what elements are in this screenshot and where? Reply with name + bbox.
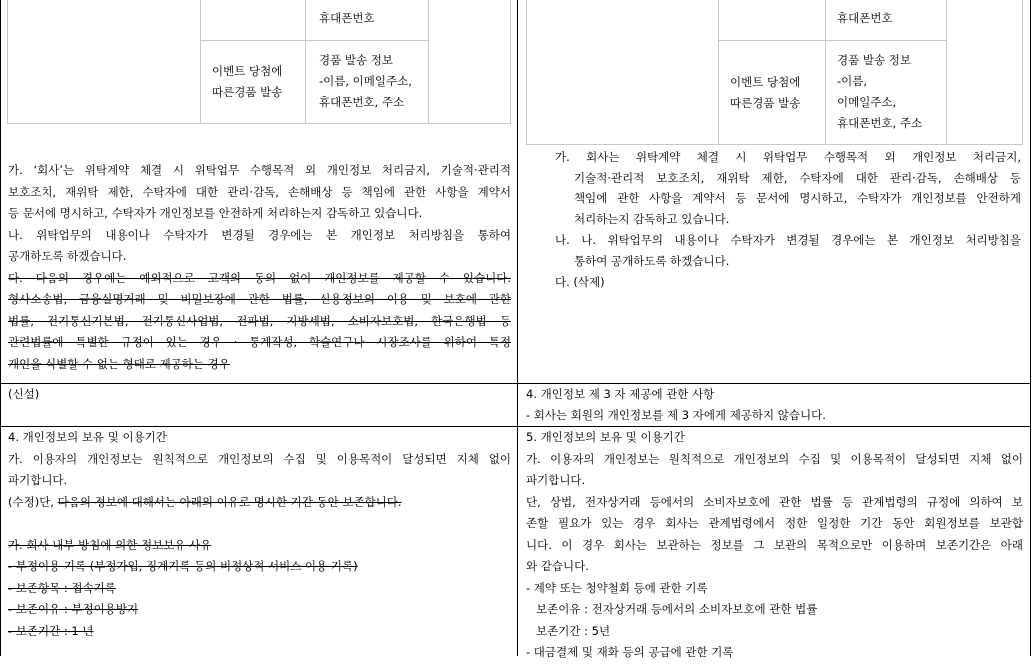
outer-left-border	[0, 0, 1, 656]
left-para-line: 나. 위탁업무의 내용이나 수탁자가 변경될 경우에는 본 개인정보 처리방침을 통하여	[8, 227, 511, 242]
right-sec5-line: 파기합니다.	[526, 473, 586, 487]
right-retention-section	[526, 427, 1023, 664]
right-info-line-4: 휴대폰번호, 주소	[837, 116, 923, 130]
left-info-line-3: 휴대폰번호, 주소	[319, 95, 405, 109]
left-struck-list-item: - 보존항목 : 접속기록	[8, 580, 116, 595]
right-item-da: 다. (삭제)	[555, 275, 605, 289]
left-info-line-1: 경품 발송 정보	[319, 53, 393, 67]
right-sec5-list-item: - 계약 또는 청약철회 등에 관한 기록	[526, 580, 708, 595]
right-ga-line: 기술적·관리적 보호조치, 재위탁 제한, 수탁자에 대한 관리·감독, 손해배상 등	[574, 170, 1021, 185]
left-sec4-modified	[8, 492, 511, 514]
left-struck-line: 관련법률에 특별한 규정이 있는 경우 · 통계작성, 학술연구나 시장조사를 위하여 특정	[8, 335, 511, 349]
right-sec5-para-line: 와 같습니다.	[526, 559, 589, 573]
left-sec4-line: 가. 이용자의 개인정보는 원칙적으로 개인정보의 수집 및 이용목적이 달성되면 지체 없이	[8, 451, 511, 466]
right-info-line-2: -이름,	[837, 74, 868, 88]
right-sec5-title: 5. 개인정보의 보유 및 이용기간	[526, 430, 685, 444]
left-struck-line: 법률, 전기통신기본법, 전기통신사업법, 전파법, 지방세법, 소비자보호법, 한국은행법 등	[8, 313, 511, 328]
right-item-na	[555, 230, 1021, 271]
column-divider	[517, 0, 518, 656]
right-sec5-list-item: - 대금결제 및 재화 등의 공급에 관한 기록	[526, 645, 734, 659]
left-para-line: 보호조치, 재위탁 제한, 수탁자에 대한 관리·감독, 손해배상 등 책임에 관한 사항을 계약서	[8, 184, 511, 199]
right-na-line: 통하여 공개하도록 하겠습니다.	[574, 253, 730, 268]
right-ga-line: 가. 회사는 위탁계약 체결 시 위탁업무 수행목적 외 개인정보 처리금지,	[555, 150, 1021, 164]
left-para-line: 등 문서에 명시하고, 수탁자가 개인정보를 안전하게 처리하는지 감독하고 있습니다.	[8, 206, 423, 220]
right-sec5-para-line: 단, 상법, 전자상거래 등에서의 소비자보호에 관한 법률 등 관계법령의 규정에 의하여 보	[526, 494, 1023, 509]
right-event-line-1: 이벤트 당첨에	[730, 75, 801, 89]
left-sec4-title: 4. 개인정보의 보유 및 이용기간	[8, 430, 167, 444]
right-table-event-cell	[730, 72, 800, 114]
left-info-line-2: -이름, 이메일주소,	[319, 74, 412, 88]
right-ga-line: 처리하는지 감독하고 있습니다.	[574, 211, 730, 226]
modified-struck: 다음의 정보에 대해서는 아래의 이유로 명시한 기간 동안 보존합니다.	[57, 494, 402, 509]
row-divider-1	[0, 383, 1031, 384]
right-event-line-2: 따른경품 발송	[730, 96, 801, 110]
left-para-line: 가. ‘회사’는 위탁계약 체결 시 위탁업무 수행목적 외 개인정보 처리금지, 기술적·관리적	[8, 163, 511, 177]
left-struck-line: 개인을 식별할 수 없는 형태로 제공하는 경우	[8, 356, 230, 371]
left-table-phone-cell: 휴대폰번호	[319, 11, 375, 25]
right-table-phone-cell: 휴대폰번호	[837, 11, 893, 25]
right-na-line: 나. 나. 위탁업무의 내용이나 수탁자가 변경될 경우에는 본 개인정보 처리방침을	[555, 233, 1021, 247]
left-struck-list-item: - 부정이용 기록 (부정가입, 징계기록 등의 비정상적 서비스 이용 기록)	[8, 559, 358, 573]
right-item-ga	[555, 147, 1021, 229]
right-sec5-line: 가. 이용자의 개인정보는 원칙적으로 개인정보의 수집 및 이용목적이 달성되면 지체 없이	[526, 451, 1023, 466]
right-sec5-list-item: 보존기간 : 5년	[536, 623, 611, 638]
left-consignment-paragraph	[8, 160, 511, 375]
left-event-line-1: 이벤트 당첨에	[212, 64, 283, 78]
right-sec5-para-line: 존할 필요가 있는 경우 회사는 관계법령에서 정한 일정한 기간 동안 회원정보를 보관합	[526, 516, 1023, 530]
left-event-line-2: 따른경품 발송	[212, 85, 283, 99]
left-sec4-line: 파기합니다.	[8, 473, 68, 487]
right-sec5-list-item: 보존이유 : 전자상거래 등에서의 소비자보호에 관한 법률	[536, 602, 818, 616]
left-struck-list-item: 가. 회사 내부 방침에 의한 정보보유 사유	[8, 537, 212, 552]
left-struck-line: 다. 다음의 경우에는 예외적으로 고객의 동의 없이 개인정보를 제공할 수 있습니다.	[8, 270, 511, 285]
right-info-line-3: 이메일주소,	[837, 95, 897, 109]
right-info-line-1: 경품 발송 정보	[837, 53, 911, 67]
modified-prefix: (수정)단,	[8, 494, 58, 509]
right-ga-line: 책임에 관한 사항을 계약서 등 문서에 명시하고, 수탁자가 개인정보를 안전하게	[574, 191, 1021, 205]
left-para-line: 공개하도록 하겠습니다.	[8, 249, 127, 263]
right-sec5-para-line: 니다. 이 경우 회사는 보관하는 정보를 그 보관의 목적으로만 이용하며 보존기간은 아래	[526, 537, 1023, 552]
right-table-info-cell	[837, 50, 922, 134]
left-struck-list-item: - 보존이유 : 부정이용방지	[8, 602, 139, 616]
left-struck-list-item: - 보존기간 : 1 년	[8, 623, 94, 638]
outer-right-border	[1030, 0, 1031, 656]
right-sec4-title: 4. 개인정보 제 3 자 제공에 관한 사항	[526, 387, 715, 401]
left-new-row: (신설)	[8, 387, 40, 401]
left-struck-line: 형사소송법, 금융실명거래 및 비밀보장에 관한 법률, 신용정보의 이용 및 보호에 관한	[8, 292, 511, 306]
left-retention-section	[8, 427, 511, 642]
left-table-event-cell	[212, 61, 282, 103]
left-table-info-cell	[319, 50, 412, 113]
right-sec4-body: - 회사는 회원의 개인정보를 제 3 자에게 제공하지 않습니다.	[526, 408, 826, 422]
